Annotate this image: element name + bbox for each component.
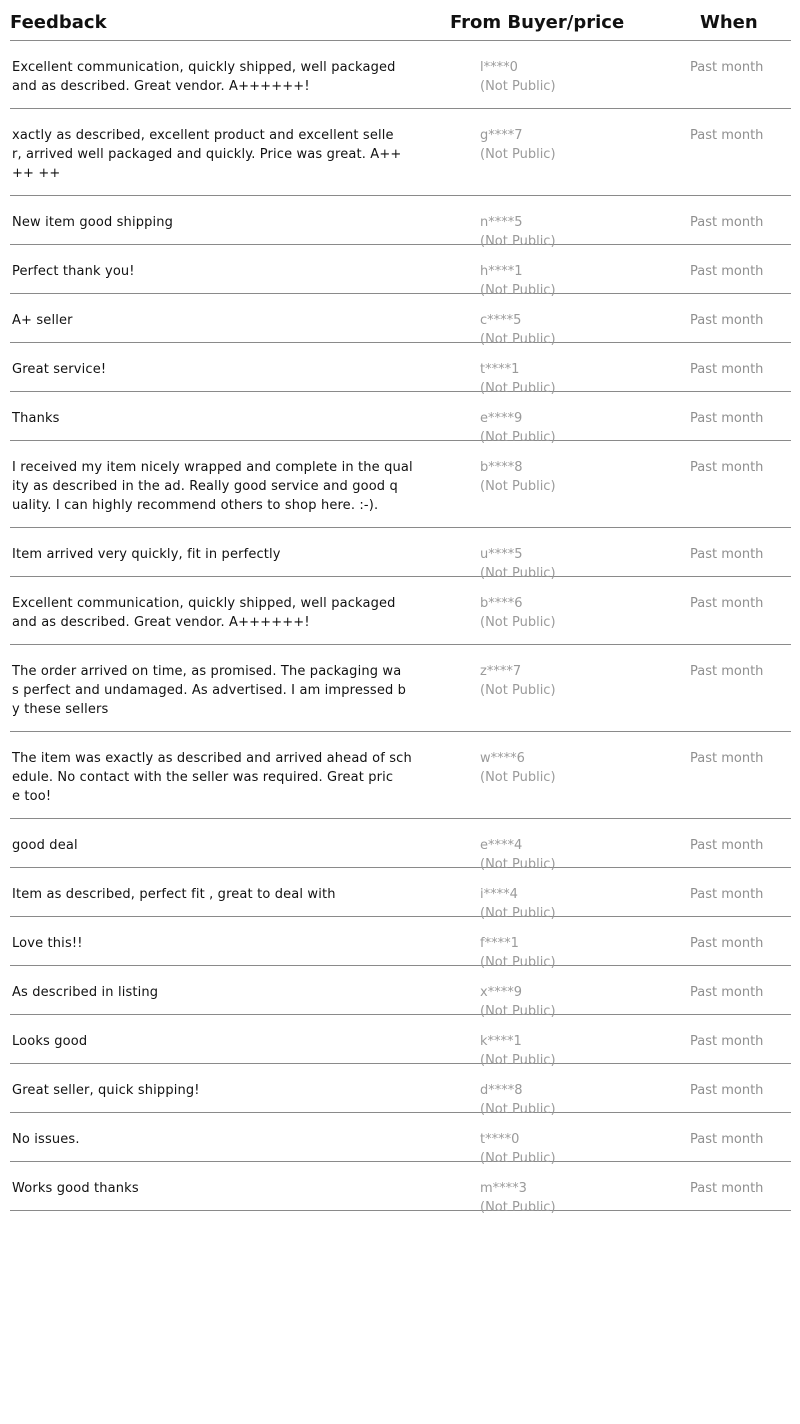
buyer-price: (Not Public) [480, 147, 556, 162]
table-row [10, 819, 791, 872]
buyer-name: u****5 [480, 547, 523, 562]
buyer-price: (Not Public) [480, 381, 556, 396]
feedback-text: As described in listing [12, 985, 159, 1000]
when-cell: Past month [690, 313, 764, 328]
buyer-name: f****1 [480, 936, 519, 951]
table-row [10, 868, 791, 921]
buyer-name: k****1 [480, 1034, 522, 1049]
buyer-name: l****0 [480, 60, 518, 75]
when-cell: Past month [690, 547, 764, 562]
table-row [10, 1064, 791, 1117]
table-row [10, 294, 791, 347]
buyer-cell [480, 1179, 556, 1217]
when-cell: Past month [690, 411, 764, 426]
table-row [10, 196, 791, 249]
buyer-price: (Not Public) [480, 283, 556, 298]
buyer-cell [480, 594, 556, 632]
buyer-name: m****3 [480, 1181, 527, 1196]
table-row [10, 245, 791, 298]
buyer-name: e****9 [480, 411, 523, 426]
buyer-name: d****8 [480, 1083, 523, 1098]
feedback-text: good deal [12, 838, 78, 853]
buyer-price: (Not Public) [480, 479, 556, 494]
when-cell: Past month [690, 1181, 764, 1196]
buyer-name: h****1 [480, 264, 523, 279]
buyer-cell [480, 662, 556, 700]
feedback-text: Item arrived very quickly, fit in perfectly [12, 547, 281, 562]
buyer-price: (Not Public) [480, 615, 556, 630]
buyer-price: (Not Public) [480, 332, 556, 347]
when-cell: Past month [690, 460, 764, 475]
when-column-header: When [700, 12, 758, 33]
table-row [10, 1162, 791, 1215]
feedback-text: A+ seller [12, 313, 73, 328]
feedback-text: Looks good [12, 1034, 88, 1049]
feedback-table [10, 0, 791, 1215]
feedback-column-header: Feedback [10, 12, 107, 33]
buyer-name: x****9 [480, 985, 522, 1000]
buyer-price: (Not Public) [480, 1102, 556, 1117]
when-cell: Past month [690, 1083, 764, 1098]
when-cell: Past month [690, 362, 764, 377]
table-row [10, 392, 791, 445]
feedback-text: Great seller, quick shipping! [12, 1083, 200, 1098]
table-row [10, 109, 791, 196]
feedback-text: Item as described, perfect fit , great to deal with [12, 887, 336, 902]
table-row [10, 528, 791, 581]
feedback-text: Thanks [12, 411, 60, 426]
table-row [10, 732, 791, 819]
buyer-name: w****6 [480, 751, 525, 766]
buyer-price: (Not Public) [480, 857, 556, 872]
feedback-text: Perfect thank you! [12, 264, 135, 279]
buyer-price: (Not Public) [480, 1200, 556, 1215]
buyer-cell [480, 749, 556, 787]
feedback-text: The item was exactly as described and arrived ahead of sch edule. No contact with the seller was required. Great pric e too! [12, 751, 412, 804]
buyer-cell [480, 126, 556, 164]
buyer-column-header: From Buyer/price [450, 12, 625, 33]
buyer-price: (Not Public) [480, 1004, 556, 1019]
table-row [10, 917, 791, 970]
buyer-cell [480, 58, 556, 96]
when-cell: Past month [690, 887, 764, 902]
buyer-price: (Not Public) [480, 430, 556, 445]
when-cell: Past month [690, 751, 764, 766]
buyer-price: (Not Public) [480, 955, 556, 970]
buyer-price: (Not Public) [480, 770, 556, 785]
buyer-name: b****6 [480, 596, 523, 611]
when-cell: Past month [690, 596, 764, 611]
when-cell: Past month [690, 664, 764, 679]
feedback-text: Love this!! [12, 936, 83, 951]
when-cell: Past month [690, 1034, 764, 1049]
table-row [10, 343, 791, 396]
buyer-name: e****4 [480, 838, 523, 853]
table-header [10, 0, 791, 41]
feedback-text: No issues. [12, 1132, 80, 1147]
buyer-name: c****5 [480, 313, 522, 328]
feedback-text: xactly as described, excellent product and excellent selle r, arrived well packaged and quickly. Price was great. A++ ++ ++ [12, 128, 402, 181]
buyer-price: (Not Public) [480, 1053, 556, 1068]
when-cell: Past month [690, 264, 764, 279]
feedback-text: I received my item nicely wrapped and complete in the qual ity as described in the ad. Really good service and good q uality. I can highly recommend others to shop here. :-). [12, 460, 413, 513]
buyer-price: (Not Public) [480, 234, 556, 249]
feedback-text: Excellent communication, quickly shipped, well packaged and as described. Great vendor. A++++++! [12, 596, 396, 630]
buyer-name: n****5 [480, 215, 523, 230]
buyer-name: t****1 [480, 362, 520, 377]
table-row [10, 577, 791, 645]
when-cell: Past month [690, 215, 764, 230]
buyer-price: (Not Public) [480, 79, 556, 94]
when-cell: Past month [690, 1132, 764, 1147]
buyer-price: (Not Public) [480, 906, 556, 921]
table-row [10, 41, 791, 109]
table-row [10, 1015, 791, 1068]
feedback-text: New item good shipping [12, 215, 174, 230]
feedback-text: Excellent communication, quickly shipped, well packaged and as described. Great vendor. A++++++! [12, 60, 396, 94]
table-row [10, 966, 791, 1019]
feedback-text: Great service! [12, 362, 107, 377]
table-row [10, 441, 791, 528]
buyer-price: (Not Public) [480, 566, 556, 581]
buyer-name: i****4 [480, 887, 518, 902]
buyer-cell [480, 458, 556, 496]
feedback-text: The order arrived on time, as promised. The packaging wa s perfect and undamaged. As advertised. I am impressed b y these sellers [12, 664, 407, 717]
table-row [10, 645, 791, 732]
buyer-name: t****0 [480, 1132, 520, 1147]
buyer-name: b****8 [480, 460, 523, 475]
buyer-price: (Not Public) [480, 683, 556, 698]
when-cell: Past month [690, 838, 764, 853]
when-cell: Past month [690, 60, 764, 75]
feedback-text: Works good thanks [12, 1181, 139, 1196]
when-cell: Past month [690, 128, 764, 143]
when-cell: Past month [690, 936, 764, 951]
buyer-name: z****7 [480, 664, 522, 679]
when-cell: Past month [690, 985, 764, 1000]
buyer-price: (Not Public) [480, 1151, 556, 1166]
table-row [10, 1113, 791, 1166]
buyer-name: g****7 [480, 128, 523, 143]
